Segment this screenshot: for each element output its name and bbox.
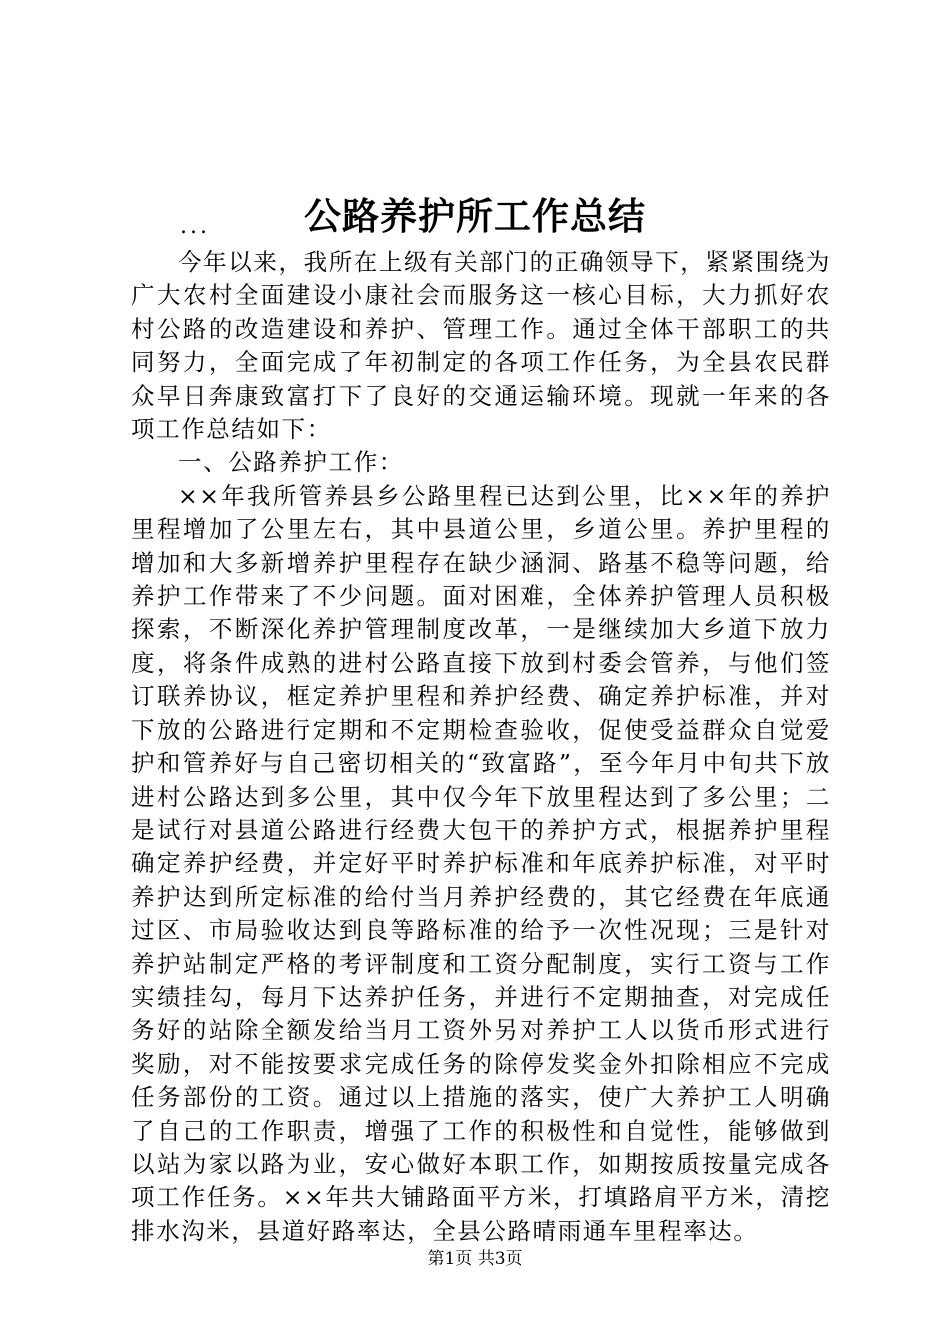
page-footer: 第1页 共3页 (427, 1249, 523, 1269)
paragraph-maintenance: ××年我所管养县乡公路里程已达到公里，比××年的养护里程增加了公里左右，其中县道公里，乡道公里。养护里程的增加和大多新增养护里程存在缺少涵洞、路基不稳等问题，给养护工作带来了不少问题。面对困难，全体养护管理人员积极探索，不断深化养护管理制度改革，一是继续加大乡道下放力度，将条件成熟的进村公路直接下放到村委会管养，与他们签订联养协议，框定养护里程和养护经费、确定养护标准，并对下放的公路进行定期和不定期检查验收，促使受益群众自觉爱护和管养好与自己密切相关的“致富路”，至今年月中旬共下放进村公路达到多公里，其中仅今年下放里程达到了多公里；二是试行对县道公路进行经费大包干的养护方式，根据养护里程确定养护经费，并定好平时养护标准和年底养护标准，对平时养护达到所定标准的给付当月养护经费的，其它经费在年底通过区、市局验收达到良等路标准的给予一次性况现；三是针对养护站制定严格的考评制度和工资分配制度，实行工资与工作实绩挂勾，每月下达养护任务，并进行不定期抽查，对完成任务好的站除全额发给当月工资外另对养护工人以货币形式进行奖励，对不能按要求完成任务的除停发奖金外扣除相应不完成任务部份的工资。通过以上措施的落实，使广大养护工人明确了自己的工作职责，增强了工作的积极性和自觉性，能够做到以站为家以路为业，安心做好本职工作，如期按质按量完成各项工作任务。××年共大铺路面平方米，打填路肩平方米，清挖排水沟米，县道好路率达，全县公路晴雨通车里程率达。 (131, 481, 831, 1245)
paragraph-intro: 今年以来，我所在上级有关部门的正确领导下，紧紧围绕为广大农村全面建设小康社会而服务这一核心目标，大力抓好农村公路的改造建设和养护、管理工作。通过全体干部职工的共同努力，全面完成了年初制定的各项工作任务，为全县农民群众早日奔康致富打下了良好的交通运输环境。现就一年来的各项工作总结如下： (131, 248, 831, 444)
ellipsis-marker: ... (180, 214, 210, 239)
document-body (131, 246, 831, 1248)
document-title: 公路养护所工作总结 (304, 195, 646, 238)
section-heading: 一、公路养护工作： (178, 448, 404, 477)
